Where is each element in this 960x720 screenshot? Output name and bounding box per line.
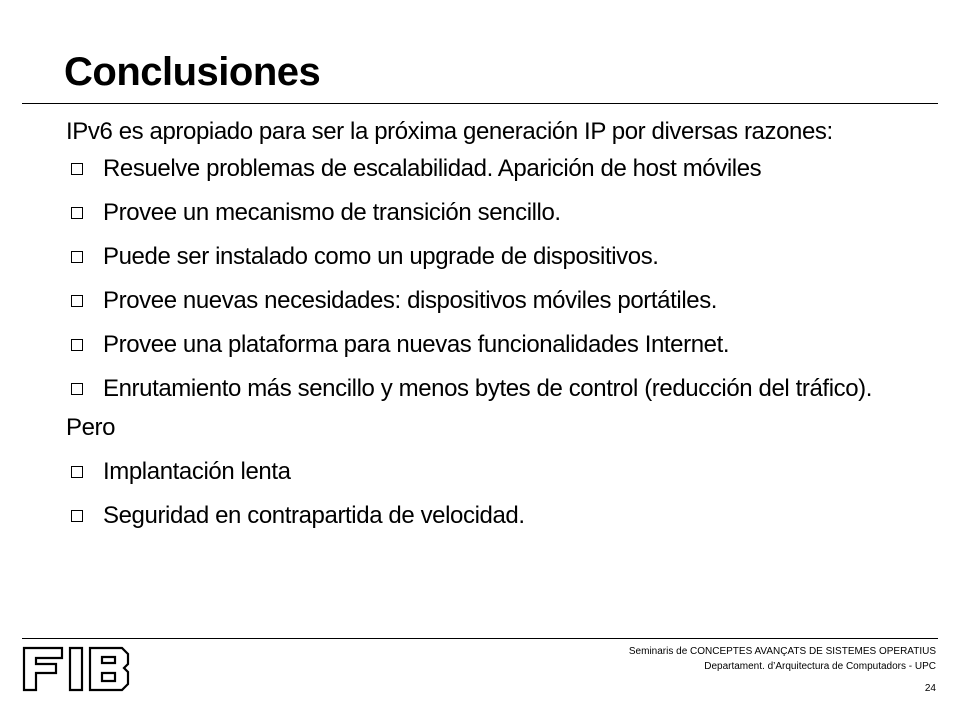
list-item: [66, 241, 906, 272]
intro-paragraph: IPv6 es apropiado para ser la próxima generación IP por diversas razones:: [66, 118, 833, 145]
square-bullet-icon: [71, 466, 83, 478]
slide-title: Conclusiones: [64, 50, 321, 94]
square-bullet-icon: [71, 295, 83, 307]
footer-course-name: Seminaris de CONCEPTES AVANÇATS DE SISTEMES OPERATIUS: [628, 646, 936, 657]
list-item: [66, 153, 906, 184]
footer-department: Departament. d’Arquitectura de Computadors - UPC: [704, 661, 936, 672]
list-item-text: Resuelve problemas de escalabilidad. Aparición de host móviles: [103, 155, 762, 182]
list-item: [66, 373, 906, 404]
square-bullet-icon: [71, 207, 83, 219]
slide-body: [66, 116, 906, 544]
square-bullet-icon: [71, 339, 83, 351]
reasons-list: [66, 153, 906, 404]
list-item-text: Implantación lenta: [103, 458, 291, 485]
footer-divider: [22, 638, 938, 639]
list-item-text: Provee nuevas necesidades: dispositivos móviles portátiles.: [103, 287, 718, 314]
list-item-text: Enrutamiento más sencillo y menos bytes de control (reducción del tráfico).: [103, 375, 873, 402]
drawbacks-list: [66, 456, 906, 531]
list-item: [66, 329, 906, 360]
list-item: [66, 197, 906, 228]
title-divider: [22, 103, 938, 104]
square-bullet-icon: [71, 383, 83, 395]
square-bullet-icon: [71, 251, 83, 263]
fib-logo-icon: [22, 646, 134, 692]
but-label: Pero: [66, 414, 116, 441]
list-item: [66, 285, 906, 316]
footer-credits: [629, 644, 936, 674]
page-number: 24: [924, 683, 936, 694]
list-item-text: Seguridad en contrapartida de velocidad.: [103, 502, 525, 529]
list-item-text: Puede ser instalado como un upgrade de dispositivos.: [103, 243, 659, 270]
square-bullet-icon: [71, 163, 83, 175]
list-item-text: Provee una plataforma para nuevas funcionalidades Internet.: [103, 331, 730, 358]
list-item-text: Provee un mecanismo de transición sencillo.: [103, 199, 561, 226]
list-item: [66, 456, 906, 487]
list-item: [66, 500, 906, 531]
square-bullet-icon: [71, 510, 83, 522]
